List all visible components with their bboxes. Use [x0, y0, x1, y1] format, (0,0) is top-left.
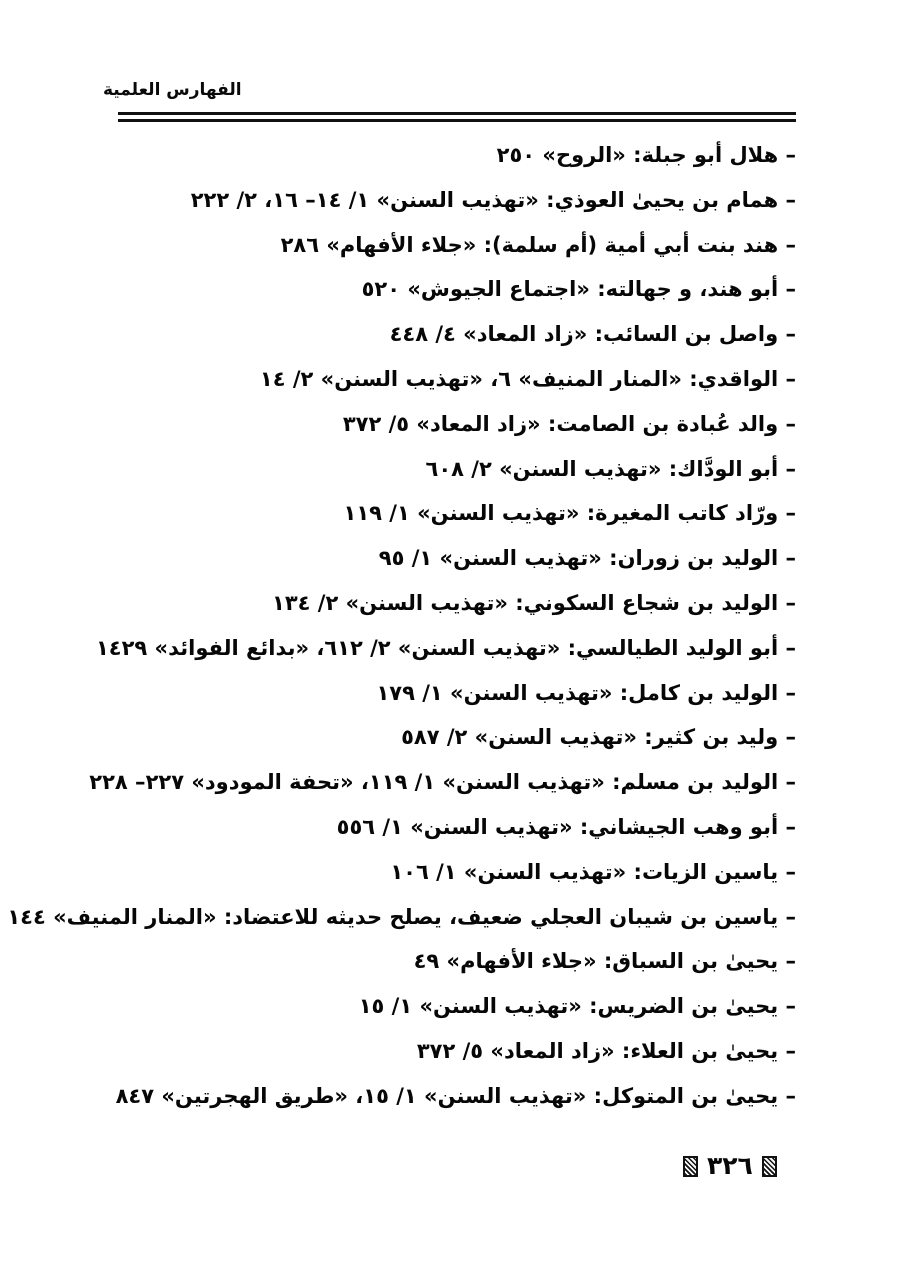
index-entry: – ورّاد كاتب المغيرة: «تهذيب السنن» ١/ ١١٩ [343, 501, 796, 526]
index-entry: – أبو الوليد الطيالسي: «تهذيب السنن» ٢/ ٦١٢، «بدائع الفوائد» ١٤٢٩ [95, 635, 796, 660]
index-entry: – يحيىٰ بن العلاء: «زاد المعاد» ٥/ ٣٧٢ [416, 1038, 796, 1063]
index-entry: – الواقدي: «المنار المنيف» ٦، «تهذيب السنن» ٢/ ١٤ [259, 366, 796, 391]
index-entry: – أبو الودَّاك: «تهذيب السنن» ٢/ ٦٠٨ [425, 456, 796, 481]
running-header-title: الفهارس العلمية [103, 80, 242, 100]
index-entry: – ياسين الزيات: «تهذيب السنن» ١/ ١٠٦ [390, 859, 796, 884]
footer-page-number-block [683, 1152, 777, 1180]
index-entry: – أبو وهب الجيشاني: «تهذيب السنن» ١/ ٥٥٦ [336, 814, 796, 839]
index-entry: – هند بنت أبي أمية (أم سلمة): «جلاء الأفهام» ٢٨٦ [280, 232, 796, 257]
index-entries-list [7, 133, 796, 1119]
index-entry: – هلال أبو جبلة: «الروح» ٢٥٠ [496, 143, 796, 167]
index-entry: – واصل بن السائب: «زاد المعاد» ٤/ ٤٤٨ [389, 322, 796, 347]
index-entry: – الوليد بن مسلم: «تهذيب السنن» ١/ ١١٩، «تحفة المودود» ٢٢٧– ٢٢٨ [89, 770, 796, 795]
index-entry: – يحيىٰ بن السباق: «جلاء الأفهام» ٤٩ [413, 949, 796, 974]
index-entry: – الوليد بن زوران: «تهذيب السنن» ١/ ٩٥ [378, 546, 796, 571]
index-entry: – همام بن يحيىٰ العوذي: «تهذيب السنن» ١/ ١٤– ١٦، ٢/ ٢٢٢ [190, 187, 796, 212]
index-entry: – والد عُبادة بن الصامت: «زاد المعاد» ٥/ ٣٧٢ [342, 411, 796, 436]
index-entry: – يحيىٰ بن المتوكل: «تهذيب السنن» ١/ ١٥، «طريق الهجرتين» ٨٤٧ [115, 1083, 796, 1108]
header-double-rule [118, 112, 796, 122]
ornament-right-icon [762, 1156, 777, 1177]
index-entry: – وليد بن كثير: «تهذيب السنن» ٢/ ٥٨٧ [401, 725, 796, 750]
index-entry: – ياسين بن شيبان العجلي ضعيف، يصلح حديثه للاعتضاد: «المنار المنيف» ١٤٤ [7, 904, 796, 929]
index-entry: – الوليد بن كامل: «تهذيب السنن» ١/ ١٧٩ [376, 680, 796, 705]
index-entry: – الوليد بن شجاع السكوني: «تهذيب السنن» ٢/ ١٣٤ [272, 590, 796, 615]
ornament-left-icon [683, 1156, 698, 1177]
page-number: ٣٢٦ [707, 1151, 753, 1180]
index-entry: – يحيىٰ بن الضريس: «تهذيب السنن» ١/ ١٥ [358, 994, 796, 1019]
index-entry: – أبو هند، و جهالته: «اجتماع الجيوش» ٥٢٠ [361, 277, 796, 302]
